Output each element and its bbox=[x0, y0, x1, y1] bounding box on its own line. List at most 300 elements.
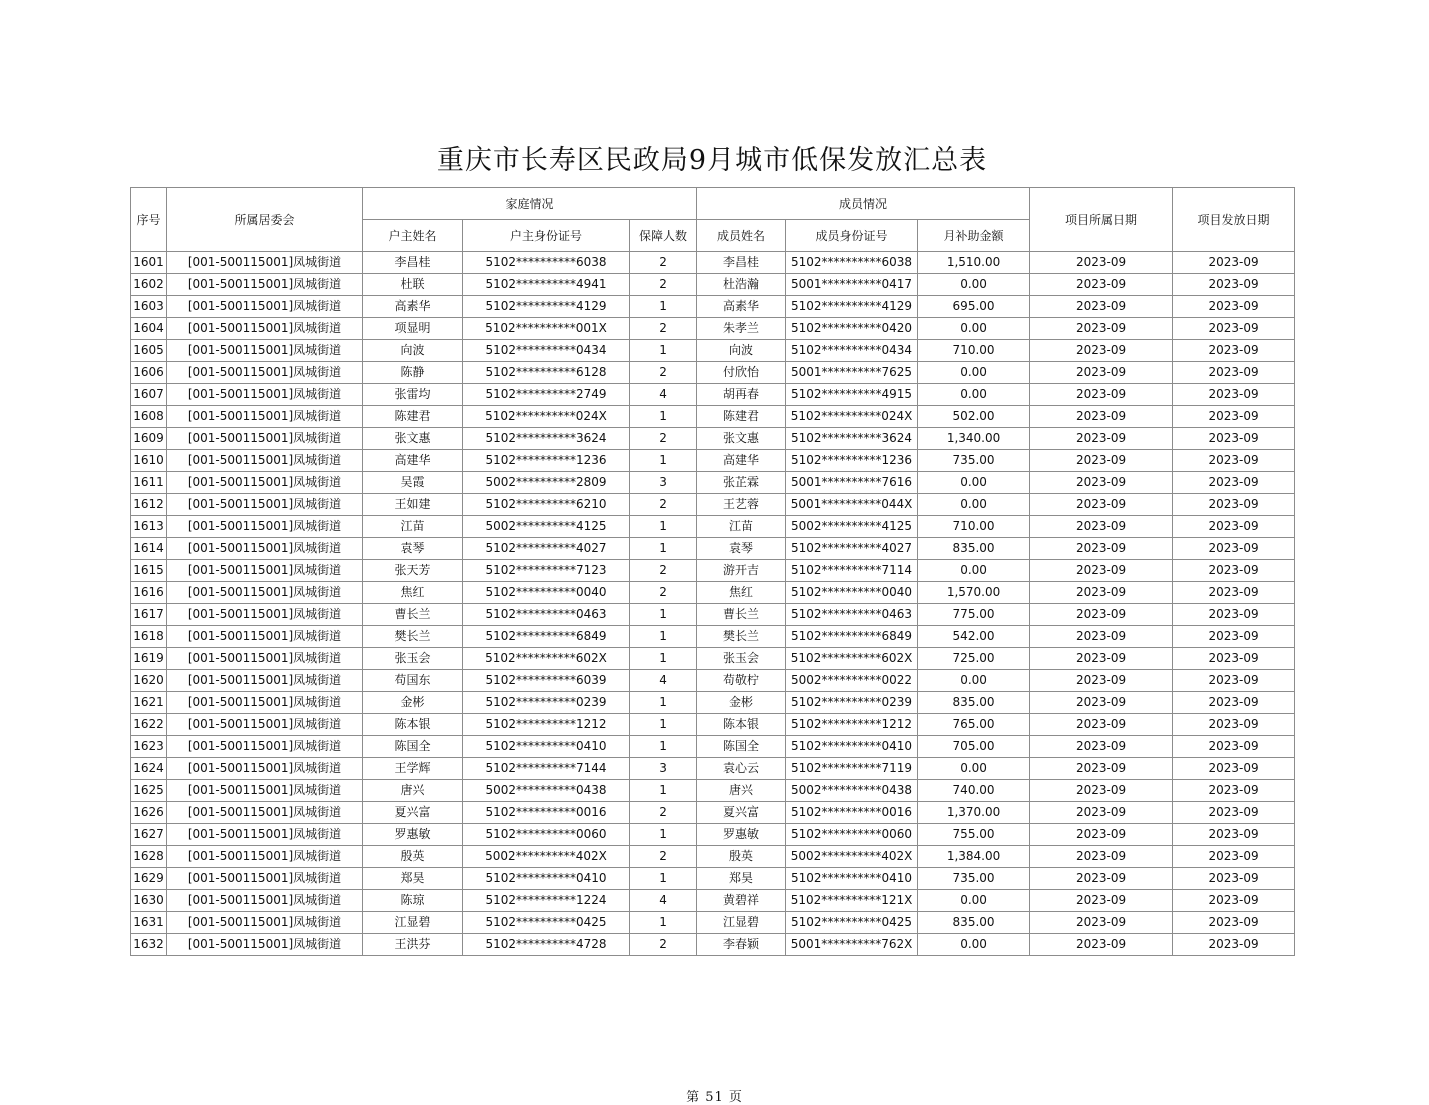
head-name-cell: 殷英 bbox=[363, 846, 463, 868]
header-community: 所属居委会 bbox=[167, 188, 363, 252]
member-id-cell: 5102**********0420 bbox=[786, 318, 918, 340]
seq-cell: 1627 bbox=[131, 824, 167, 846]
member-id-cell: 5102**********0410 bbox=[786, 736, 918, 758]
seq-cell: 1615 bbox=[131, 560, 167, 582]
member-id-cell: 5102**********024X bbox=[786, 406, 918, 428]
head-id-cell: 5102**********1236 bbox=[463, 450, 630, 472]
member-id-cell: 5002**********4125 bbox=[786, 516, 918, 538]
monthly-amount-cell: 502.00 bbox=[918, 406, 1030, 428]
header-issue-date: 项目发放日期 bbox=[1173, 188, 1295, 252]
member-name-cell: 高建华 bbox=[697, 450, 786, 472]
insured-count-cell: 4 bbox=[630, 890, 697, 912]
member-name-cell: 李春颖 bbox=[697, 934, 786, 956]
head-id-cell: 5102**********7123 bbox=[463, 560, 630, 582]
head-id-cell: 5102**********0239 bbox=[463, 692, 630, 714]
head-id-cell: 5102**********0040 bbox=[463, 582, 630, 604]
community-cell: [001-500115001]凤城街道 bbox=[167, 604, 363, 626]
table-row bbox=[131, 318, 1295, 340]
member-name-cell: 李昌桂 bbox=[697, 252, 786, 274]
seq-cell: 1611 bbox=[131, 472, 167, 494]
monthly-amount-cell: 1,384.00 bbox=[918, 846, 1030, 868]
project-date-cell: 2023-09 bbox=[1030, 538, 1173, 560]
member-name-cell: 游开吉 bbox=[697, 560, 786, 582]
head-name-cell: 金彬 bbox=[363, 692, 463, 714]
member-name-cell: 陈国全 bbox=[697, 736, 786, 758]
issue-date-cell: 2023-09 bbox=[1173, 472, 1295, 494]
head-id-cell: 5102**********0410 bbox=[463, 736, 630, 758]
table-row bbox=[131, 670, 1295, 692]
issue-date-cell: 2023-09 bbox=[1173, 494, 1295, 516]
monthly-amount-cell: 1,370.00 bbox=[918, 802, 1030, 824]
header-member-name: 成员姓名 bbox=[697, 220, 786, 252]
head-name-cell: 王如建 bbox=[363, 494, 463, 516]
member-id-cell: 5102**********4027 bbox=[786, 538, 918, 560]
insured-count-cell: 1 bbox=[630, 604, 697, 626]
seq-cell: 1612 bbox=[131, 494, 167, 516]
head-id-cell: 5102**********602X bbox=[463, 648, 630, 670]
head-name-cell: 罗惠敏 bbox=[363, 824, 463, 846]
insured-count-cell: 2 bbox=[630, 362, 697, 384]
monthly-amount-cell: 735.00 bbox=[918, 868, 1030, 890]
member-name-cell: 张芷霖 bbox=[697, 472, 786, 494]
project-date-cell: 2023-09 bbox=[1030, 340, 1173, 362]
seq-cell: 1607 bbox=[131, 384, 167, 406]
community-cell: [001-500115001]凤城街道 bbox=[167, 406, 363, 428]
insured-count-cell: 4 bbox=[630, 384, 697, 406]
member-id-cell: 5102**********7119 bbox=[786, 758, 918, 780]
head-name-cell: 袁琴 bbox=[363, 538, 463, 560]
head-id-cell: 5102**********0016 bbox=[463, 802, 630, 824]
member-name-cell: 杜浩瀚 bbox=[697, 274, 786, 296]
member-name-cell: 郑昊 bbox=[697, 868, 786, 890]
member-name-cell: 朱孝兰 bbox=[697, 318, 786, 340]
seq-cell: 1632 bbox=[131, 934, 167, 956]
member-name-cell: 张玉会 bbox=[697, 648, 786, 670]
header-insured-count: 保障人数 bbox=[630, 220, 697, 252]
header-project-date: 项目所属日期 bbox=[1030, 188, 1173, 252]
head-id-cell: 5102**********6038 bbox=[463, 252, 630, 274]
table-row bbox=[131, 890, 1295, 912]
community-cell: [001-500115001]凤城街道 bbox=[167, 934, 363, 956]
community-cell: [001-500115001]凤城街道 bbox=[167, 340, 363, 362]
head-name-cell: 王学辉 bbox=[363, 758, 463, 780]
member-id-cell: 5102**********6849 bbox=[786, 626, 918, 648]
member-name-cell: 陈本银 bbox=[697, 714, 786, 736]
issue-date-cell: 2023-09 bbox=[1173, 670, 1295, 692]
issue-date-cell: 2023-09 bbox=[1173, 934, 1295, 956]
head-id-cell: 5102**********4129 bbox=[463, 296, 630, 318]
monthly-amount-cell: 1,340.00 bbox=[918, 428, 1030, 450]
seq-cell: 1618 bbox=[131, 626, 167, 648]
seq-cell: 1606 bbox=[131, 362, 167, 384]
table-row bbox=[131, 274, 1295, 296]
head-id-cell: 5102**********1224 bbox=[463, 890, 630, 912]
seq-cell: 1625 bbox=[131, 780, 167, 802]
member-id-cell: 5102**********0060 bbox=[786, 824, 918, 846]
member-name-cell: 陈建君 bbox=[697, 406, 786, 428]
table-row bbox=[131, 868, 1295, 890]
head-name-cell: 王洪芬 bbox=[363, 934, 463, 956]
monthly-amount-cell: 705.00 bbox=[918, 736, 1030, 758]
seq-cell: 1603 bbox=[131, 296, 167, 318]
seq-cell: 1619 bbox=[131, 648, 167, 670]
head-name-cell: 杜联 bbox=[363, 274, 463, 296]
project-date-cell: 2023-09 bbox=[1030, 802, 1173, 824]
community-cell: [001-500115001]凤城街道 bbox=[167, 582, 363, 604]
issue-date-cell: 2023-09 bbox=[1173, 538, 1295, 560]
member-id-cell: 5001**********7616 bbox=[786, 472, 918, 494]
monthly-amount-cell: 0.00 bbox=[918, 318, 1030, 340]
table-row bbox=[131, 912, 1295, 934]
issue-date-cell: 2023-09 bbox=[1173, 890, 1295, 912]
table-row bbox=[131, 714, 1295, 736]
project-date-cell: 2023-09 bbox=[1030, 692, 1173, 714]
community-cell: [001-500115001]凤城街道 bbox=[167, 780, 363, 802]
project-date-cell: 2023-09 bbox=[1030, 714, 1173, 736]
head-id-cell: 5102**********4027 bbox=[463, 538, 630, 560]
seq-cell: 1629 bbox=[131, 868, 167, 890]
member-id-cell: 5102**********0434 bbox=[786, 340, 918, 362]
insured-count-cell: 1 bbox=[630, 912, 697, 934]
issue-date-cell: 2023-09 bbox=[1173, 780, 1295, 802]
issue-date-cell: 2023-09 bbox=[1173, 692, 1295, 714]
community-cell: [001-500115001]凤城街道 bbox=[167, 472, 363, 494]
project-date-cell: 2023-09 bbox=[1030, 450, 1173, 472]
project-date-cell: 2023-09 bbox=[1030, 362, 1173, 384]
project-date-cell: 2023-09 bbox=[1030, 604, 1173, 626]
monthly-amount-cell: 0.00 bbox=[918, 670, 1030, 692]
member-name-cell: 樊长兰 bbox=[697, 626, 786, 648]
head-id-cell: 5102**********0060 bbox=[463, 824, 630, 846]
monthly-amount-cell: 740.00 bbox=[918, 780, 1030, 802]
project-date-cell: 2023-09 bbox=[1030, 252, 1173, 274]
table-row bbox=[131, 516, 1295, 538]
issue-date-cell: 2023-09 bbox=[1173, 428, 1295, 450]
head-name-cell: 张文惠 bbox=[363, 428, 463, 450]
community-cell: [001-500115001]凤城街道 bbox=[167, 252, 363, 274]
head-id-cell: 5002**********0438 bbox=[463, 780, 630, 802]
member-id-cell: 5001**********0417 bbox=[786, 274, 918, 296]
member-name-cell: 曹长兰 bbox=[697, 604, 786, 626]
head-id-cell: 5102**********4728 bbox=[463, 934, 630, 956]
header-head-name: 户主姓名 bbox=[363, 220, 463, 252]
issue-date-cell: 2023-09 bbox=[1173, 604, 1295, 626]
community-cell: [001-500115001]凤城街道 bbox=[167, 802, 363, 824]
monthly-amount-cell: 835.00 bbox=[918, 912, 1030, 934]
insured-count-cell: 1 bbox=[630, 538, 697, 560]
member-name-cell: 苟敬柠 bbox=[697, 670, 786, 692]
issue-date-cell: 2023-09 bbox=[1173, 758, 1295, 780]
head-name-cell: 樊长兰 bbox=[363, 626, 463, 648]
member-id-cell: 5001**********044X bbox=[786, 494, 918, 516]
insured-count-cell: 1 bbox=[630, 406, 697, 428]
seq-cell: 1622 bbox=[131, 714, 167, 736]
page-title: 重庆市长寿区民政局9月城市低保发放汇总表 bbox=[436, 145, 988, 176]
community-cell: [001-500115001]凤城街道 bbox=[167, 318, 363, 340]
head-id-cell: 5002**********402X bbox=[463, 846, 630, 868]
table-row bbox=[131, 934, 1295, 956]
seq-cell: 1626 bbox=[131, 802, 167, 824]
issue-date-cell: 2023-09 bbox=[1173, 736, 1295, 758]
community-cell: [001-500115001]凤城街道 bbox=[167, 736, 363, 758]
monthly-amount-cell: 0.00 bbox=[918, 560, 1030, 582]
table-row bbox=[131, 340, 1295, 362]
monthly-amount-cell: 0.00 bbox=[918, 362, 1030, 384]
insured-count-cell: 2 bbox=[630, 252, 697, 274]
project-date-cell: 2023-09 bbox=[1030, 626, 1173, 648]
project-date-cell: 2023-09 bbox=[1030, 274, 1173, 296]
insured-count-cell: 2 bbox=[630, 428, 697, 450]
seq-cell: 1620 bbox=[131, 670, 167, 692]
member-id-cell: 5102**********0425 bbox=[786, 912, 918, 934]
seq-cell: 1624 bbox=[131, 758, 167, 780]
table-row bbox=[131, 780, 1295, 802]
project-date-cell: 2023-09 bbox=[1030, 472, 1173, 494]
table-row bbox=[131, 582, 1295, 604]
head-name-cell: 陈建君 bbox=[363, 406, 463, 428]
project-date-cell: 2023-09 bbox=[1030, 868, 1173, 890]
member-name-cell: 殷英 bbox=[697, 846, 786, 868]
issue-date-cell: 2023-09 bbox=[1173, 274, 1295, 296]
monthly-amount-cell: 710.00 bbox=[918, 340, 1030, 362]
insured-count-cell: 2 bbox=[630, 560, 697, 582]
project-date-cell: 2023-09 bbox=[1030, 560, 1173, 582]
head-name-cell: 陈本银 bbox=[363, 714, 463, 736]
table-row bbox=[131, 824, 1295, 846]
project-date-cell: 2023-09 bbox=[1030, 384, 1173, 406]
head-name-cell: 江苗 bbox=[363, 516, 463, 538]
monthly-amount-cell: 0.00 bbox=[918, 494, 1030, 516]
head-name-cell: 郑昊 bbox=[363, 868, 463, 890]
monthly-amount-cell: 695.00 bbox=[918, 296, 1030, 318]
community-cell: [001-500115001]凤城街道 bbox=[167, 868, 363, 890]
member-id-cell: 5001**********7625 bbox=[786, 362, 918, 384]
member-id-cell: 5102**********0016 bbox=[786, 802, 918, 824]
table-row bbox=[131, 648, 1295, 670]
project-date-cell: 2023-09 bbox=[1030, 824, 1173, 846]
issue-date-cell: 2023-09 bbox=[1173, 714, 1295, 736]
member-name-cell: 夏兴富 bbox=[697, 802, 786, 824]
head-id-cell: 5102**********6210 bbox=[463, 494, 630, 516]
head-id-cell: 5102**********024X bbox=[463, 406, 630, 428]
project-date-cell: 2023-09 bbox=[1030, 846, 1173, 868]
community-cell: [001-500115001]凤城街道 bbox=[167, 560, 363, 582]
project-date-cell: 2023-09 bbox=[1030, 890, 1173, 912]
insured-count-cell: 2 bbox=[630, 274, 697, 296]
insured-count-cell: 2 bbox=[630, 846, 697, 868]
community-cell: [001-500115001]凤城街道 bbox=[167, 912, 363, 934]
member-name-cell: 袁琴 bbox=[697, 538, 786, 560]
page-number: 第 51 页 bbox=[686, 1090, 743, 1105]
seq-cell: 1631 bbox=[131, 912, 167, 934]
head-id-cell: 5102**********0463 bbox=[463, 604, 630, 626]
head-id-cell: 5102**********6849 bbox=[463, 626, 630, 648]
project-date-cell: 2023-09 bbox=[1030, 318, 1173, 340]
member-name-cell: 罗惠敏 bbox=[697, 824, 786, 846]
project-date-cell: 2023-09 bbox=[1030, 406, 1173, 428]
monthly-amount-cell: 835.00 bbox=[918, 692, 1030, 714]
head-name-cell: 吴霞 bbox=[363, 472, 463, 494]
insured-count-cell: 2 bbox=[630, 934, 697, 956]
table-row bbox=[131, 362, 1295, 384]
seq-cell: 1614 bbox=[131, 538, 167, 560]
seq-cell: 1605 bbox=[131, 340, 167, 362]
issue-date-cell: 2023-09 bbox=[1173, 340, 1295, 362]
monthly-amount-cell: 735.00 bbox=[918, 450, 1030, 472]
member-id-cell: 5102**********602X bbox=[786, 648, 918, 670]
monthly-amount-cell: 542.00 bbox=[918, 626, 1030, 648]
insured-count-cell: 1 bbox=[630, 714, 697, 736]
community-cell: [001-500115001]凤城街道 bbox=[167, 516, 363, 538]
member-name-cell: 江显碧 bbox=[697, 912, 786, 934]
issue-date-cell: 2023-09 bbox=[1173, 912, 1295, 934]
head-name-cell: 苟国东 bbox=[363, 670, 463, 692]
header-family-group: 家庭情况 bbox=[363, 188, 697, 220]
project-date-cell: 2023-09 bbox=[1030, 582, 1173, 604]
member-id-cell: 5002**********402X bbox=[786, 846, 918, 868]
seq-cell: 1621 bbox=[131, 692, 167, 714]
table-row bbox=[131, 428, 1295, 450]
project-date-cell: 2023-09 bbox=[1030, 934, 1173, 956]
head-name-cell: 张天芳 bbox=[363, 560, 463, 582]
project-date-cell: 2023-09 bbox=[1030, 648, 1173, 670]
insured-count-cell: 1 bbox=[630, 692, 697, 714]
issue-date-cell: 2023-09 bbox=[1173, 450, 1295, 472]
community-cell: [001-500115001]凤城街道 bbox=[167, 824, 363, 846]
issue-date-cell: 2023-09 bbox=[1173, 362, 1295, 384]
insured-count-cell: 1 bbox=[630, 868, 697, 890]
head-id-cell: 5102**********4941 bbox=[463, 274, 630, 296]
project-date-cell: 2023-09 bbox=[1030, 516, 1173, 538]
head-name-cell: 唐兴 bbox=[363, 780, 463, 802]
head-id-cell: 5102**********0425 bbox=[463, 912, 630, 934]
table-header bbox=[131, 188, 1295, 252]
project-date-cell: 2023-09 bbox=[1030, 428, 1173, 450]
insured-count-cell: 1 bbox=[630, 626, 697, 648]
project-date-cell: 2023-09 bbox=[1030, 912, 1173, 934]
monthly-amount-cell: 775.00 bbox=[918, 604, 1030, 626]
header-seq: 序号 bbox=[131, 188, 167, 252]
monthly-amount-cell: 0.00 bbox=[918, 934, 1030, 956]
monthly-amount-cell: 1,510.00 bbox=[918, 252, 1030, 274]
issue-date-cell: 2023-09 bbox=[1173, 384, 1295, 406]
table-row bbox=[131, 560, 1295, 582]
insured-count-cell: 1 bbox=[630, 516, 697, 538]
issue-date-cell: 2023-09 bbox=[1173, 252, 1295, 274]
table-row bbox=[131, 802, 1295, 824]
member-id-cell: 5102**********0239 bbox=[786, 692, 918, 714]
issue-date-cell: 2023-09 bbox=[1173, 626, 1295, 648]
head-name-cell: 陈静 bbox=[363, 362, 463, 384]
head-name-cell: 张雷均 bbox=[363, 384, 463, 406]
member-id-cell: 5002**********0022 bbox=[786, 670, 918, 692]
member-id-cell: 5102**********6038 bbox=[786, 252, 918, 274]
issue-date-cell: 2023-09 bbox=[1173, 516, 1295, 538]
member-id-cell: 5102**********121X bbox=[786, 890, 918, 912]
monthly-amount-cell: 1,570.00 bbox=[918, 582, 1030, 604]
community-cell: [001-500115001]凤城街道 bbox=[167, 274, 363, 296]
member-id-cell: 5002**********0438 bbox=[786, 780, 918, 802]
member-id-cell: 5102**********4915 bbox=[786, 384, 918, 406]
table-row bbox=[131, 472, 1295, 494]
seq-cell: 1604 bbox=[131, 318, 167, 340]
monthly-amount-cell: 0.00 bbox=[918, 890, 1030, 912]
insured-count-cell: 3 bbox=[630, 758, 697, 780]
monthly-amount-cell: 755.00 bbox=[918, 824, 1030, 846]
insured-count-cell: 1 bbox=[630, 824, 697, 846]
table-row bbox=[131, 538, 1295, 560]
table-row bbox=[131, 846, 1295, 868]
head-name-cell: 项显明 bbox=[363, 318, 463, 340]
member-id-cell: 5102**********7114 bbox=[786, 560, 918, 582]
table-body bbox=[131, 252, 1295, 956]
head-id-cell: 5102**********2749 bbox=[463, 384, 630, 406]
head-name-cell: 向波 bbox=[363, 340, 463, 362]
issue-date-cell: 2023-09 bbox=[1173, 296, 1295, 318]
community-cell: [001-500115001]凤城街道 bbox=[167, 648, 363, 670]
head-id-cell: 5002**********4125 bbox=[463, 516, 630, 538]
head-name-cell: 张玉会 bbox=[363, 648, 463, 670]
community-cell: [001-500115001]凤城街道 bbox=[167, 450, 363, 472]
table-row bbox=[131, 758, 1295, 780]
head-name-cell: 陈琼 bbox=[363, 890, 463, 912]
seq-cell: 1609 bbox=[131, 428, 167, 450]
insured-count-cell: 2 bbox=[630, 494, 697, 516]
member-name-cell: 唐兴 bbox=[697, 780, 786, 802]
insured-count-cell: 2 bbox=[630, 582, 697, 604]
issue-date-cell: 2023-09 bbox=[1173, 648, 1295, 670]
header-head-id: 户主身份证号 bbox=[463, 220, 630, 252]
head-id-cell: 5102**********0434 bbox=[463, 340, 630, 362]
member-name-cell: 袁心云 bbox=[697, 758, 786, 780]
member-id-cell: 5102**********0410 bbox=[786, 868, 918, 890]
header-member-group: 成员情况 bbox=[697, 188, 1030, 220]
community-cell: [001-500115001]凤城街道 bbox=[167, 758, 363, 780]
head-id-cell: 5102**********3624 bbox=[463, 428, 630, 450]
community-cell: [001-500115001]凤城街道 bbox=[167, 846, 363, 868]
member-id-cell: 5102**********0040 bbox=[786, 582, 918, 604]
table-row bbox=[131, 736, 1295, 758]
community-cell: [001-500115001]凤城街道 bbox=[167, 384, 363, 406]
head-id-cell: 5102**********7144 bbox=[463, 758, 630, 780]
seq-cell: 1616 bbox=[131, 582, 167, 604]
seq-cell: 1628 bbox=[131, 846, 167, 868]
table-row bbox=[131, 384, 1295, 406]
seq-cell: 1623 bbox=[131, 736, 167, 758]
header-member-id: 成员身份证号 bbox=[786, 220, 918, 252]
member-id-cell: 5001**********762X bbox=[786, 934, 918, 956]
community-cell: [001-500115001]凤城街道 bbox=[167, 494, 363, 516]
issue-date-cell: 2023-09 bbox=[1173, 846, 1295, 868]
monthly-amount-cell: 835.00 bbox=[918, 538, 1030, 560]
insured-count-cell: 4 bbox=[630, 670, 697, 692]
community-cell: [001-500115001]凤城街道 bbox=[167, 670, 363, 692]
member-name-cell: 付欣怡 bbox=[697, 362, 786, 384]
member-name-cell: 黄碧祥 bbox=[697, 890, 786, 912]
issue-date-cell: 2023-09 bbox=[1173, 582, 1295, 604]
seq-cell: 1610 bbox=[131, 450, 167, 472]
member-name-cell: 向波 bbox=[697, 340, 786, 362]
member-name-cell: 江苗 bbox=[697, 516, 786, 538]
header-monthly-amount: 月补助金额 bbox=[918, 220, 1030, 252]
community-cell: [001-500115001]凤城街道 bbox=[167, 296, 363, 318]
project-date-cell: 2023-09 bbox=[1030, 296, 1173, 318]
project-date-cell: 2023-09 bbox=[1030, 736, 1173, 758]
monthly-amount-cell: 0.00 bbox=[918, 758, 1030, 780]
seq-cell: 1601 bbox=[131, 252, 167, 274]
table-row bbox=[131, 450, 1295, 472]
table-row bbox=[131, 296, 1295, 318]
